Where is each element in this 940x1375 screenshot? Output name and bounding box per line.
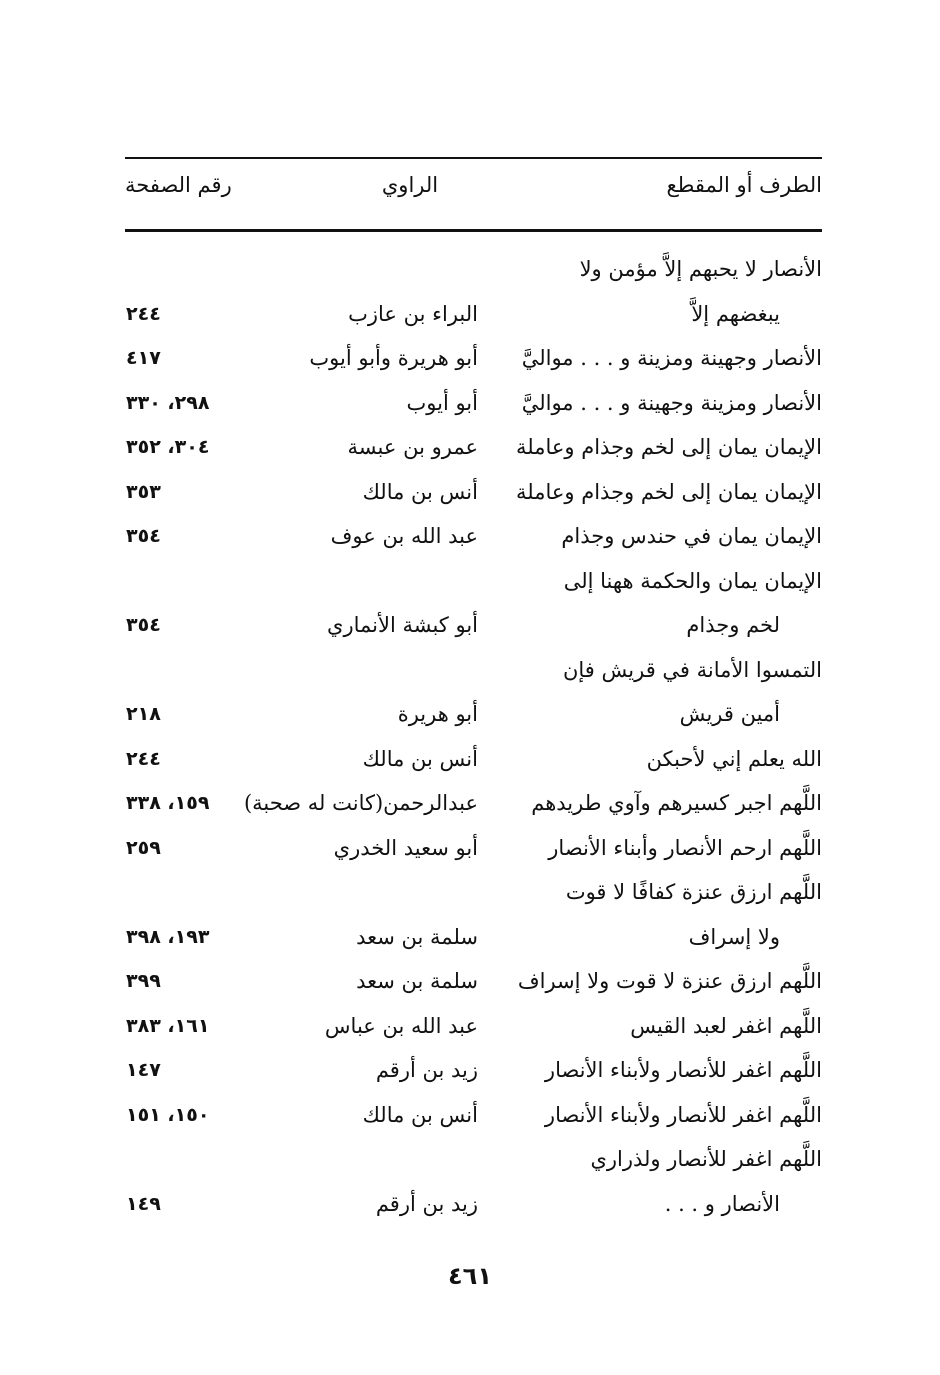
row-text: لخم وجذام	[686, 613, 780, 637]
row-narrator: عبد الله بن عوف	[330, 524, 478, 548]
row-narrator: أنس بن مالك	[362, 746, 478, 771]
top-rule	[125, 157, 822, 159]
row-page-numbers: ١٩٣، ٣٩٨	[126, 925, 210, 948]
table-row	[0, 699, 940, 744]
row-page-numbers: ١٤٧	[126, 1059, 161, 1081]
table-row	[0, 1011, 940, 1056]
row-text: اللَّهم اجبر كسيرهم وآوي طريدهم	[531, 791, 822, 815]
row-text: يبغضهم إلاَّ	[691, 301, 780, 326]
table-row	[0, 966, 940, 1011]
page-number: ٤٦١	[448, 1262, 492, 1290]
table-row	[0, 254, 940, 299]
row-text: اللَّهم ارزق عنزة لا قوت ولا إسراف	[517, 969, 822, 993]
row-page-numbers: ٣٩٩	[126, 970, 161, 992]
row-text: الأنصار ومزينة وجهينة و . . . مواليَّ	[521, 390, 822, 415]
row-page-numbers: ١٥٠، ١٥١	[126, 1103, 210, 1126]
table-row	[0, 566, 940, 611]
row-page-numbers: ٢١٨	[126, 703, 161, 725]
row-text: اللَّهم اغفر للأنصار ولأبناء الأنصار	[544, 1102, 822, 1127]
row-text: اللَّهم ارحم الأنصار وأبناء الأنصار	[548, 835, 822, 860]
row-narrator: عمرو بن عبسة	[347, 435, 478, 459]
row-narrator: أبو سعيد الخدري	[333, 835, 478, 860]
row-narrator: أبو أيوب	[406, 390, 478, 415]
header-page-column: رقم الصفحة	[125, 173, 232, 197]
row-text: اللَّهم اغفر للأنصار ولذراري	[590, 1147, 822, 1171]
table-row	[0, 922, 940, 967]
row-text: ولا إسراف	[688, 924, 780, 949]
header-narrator-column: الراوي	[381, 173, 439, 197]
table-row	[0, 1100, 940, 1145]
row-text: الإيمان يمان في حندس وجذام	[561, 524, 822, 548]
row-narrator: أنس بن مالك	[362, 479, 478, 504]
row-page-numbers: ٣٥٣	[126, 480, 161, 503]
header-rule	[125, 229, 822, 232]
row-text: الأنصار لا يحبهم إلاَّ مؤمن ولا	[579, 257, 822, 281]
row-text: الله يعلم إني لأحبكن	[646, 746, 822, 771]
table-row	[0, 388, 940, 433]
table-row	[0, 833, 940, 878]
row-text: اللَّهم ارزق عنزة كفافًا لا قوت	[565, 880, 822, 904]
table-row	[0, 655, 940, 700]
row-narrator: عبدالرحمن(كانت له صحبة)	[243, 791, 478, 815]
row-text: الإيمان يمان والحكمة ههنا إلى	[563, 568, 822, 593]
table-row	[0, 610, 940, 655]
row-page-numbers: ٣٥٤	[126, 525, 161, 547]
table-row	[0, 343, 940, 388]
table-row	[0, 788, 940, 833]
row-narrator: أنس بن مالك	[362, 1102, 478, 1127]
row-text: اللَّهم اغفر لعبد القيس	[630, 1013, 822, 1038]
row-text: الأنصار و . . .	[664, 1191, 780, 1216]
row-page-numbers: ١٤٩	[126, 1192, 161, 1215]
row-page-numbers: ٢٤٤	[126, 302, 161, 325]
table-row	[0, 521, 940, 566]
table-row	[0, 877, 940, 922]
row-narrator: سلمة بن سعد	[356, 969, 478, 993]
row-text: الإيمان يمان إلى لخم وجذام وعاملة	[516, 479, 822, 504]
row-page-numbers: ٢٩٨، ٣٣٠	[126, 391, 210, 414]
row-page-numbers: ٢٥٩	[126, 836, 161, 859]
row-narrator: عبد الله بن عباس	[324, 1013, 478, 1038]
row-page-numbers: ٢٤٤	[126, 747, 161, 770]
row-text: الأنصار وجهينة ومزينة و . . . مواليَّ	[521, 346, 822, 370]
row-text: اللَّهم اغفر للأنصار ولأبناء الأنصار	[544, 1058, 822, 1082]
row-narrator: سلمة بن سعد	[356, 924, 478, 949]
table-row	[0, 1055, 940, 1100]
header-text-column: الطرف أو المقطع	[666, 173, 822, 197]
table-row	[0, 299, 940, 344]
table-row	[0, 1144, 940, 1189]
row-page-numbers: ١٥٩، ٣٣٨	[126, 792, 210, 814]
row-narrator: أبو هريرة وأبو أيوب	[309, 346, 478, 370]
table-row	[0, 477, 940, 522]
row-page-numbers: ٣٠٤، ٣٥٢	[126, 436, 210, 458]
table-row	[0, 432, 940, 477]
table-row	[0, 744, 940, 789]
row-narrator: زيد بن أرقم	[375, 1191, 478, 1216]
row-page-numbers: ١٦١، ٣٨٣	[126, 1014, 210, 1037]
row-narrator: البراء بن عازب	[348, 301, 478, 326]
row-narrator: أبو هريرة	[397, 702, 478, 726]
table-header	[0, 170, 940, 214]
table-row	[0, 1189, 940, 1234]
row-narrator: أبو كبشة الأنماري	[327, 613, 478, 637]
row-page-numbers: ٤١٧	[126, 347, 161, 369]
index-table-body	[0, 254, 940, 1233]
row-text: أمين قريش	[679, 702, 780, 726]
row-narrator: زيد بن أرقم	[375, 1058, 478, 1082]
row-text: التمسوا الأمانة في قريش فإن	[562, 657, 822, 682]
row-page-numbers: ٣٥٤	[126, 614, 161, 636]
row-text: الإيمان يمان إلى لخم وجذام وعاملة	[516, 435, 822, 459]
